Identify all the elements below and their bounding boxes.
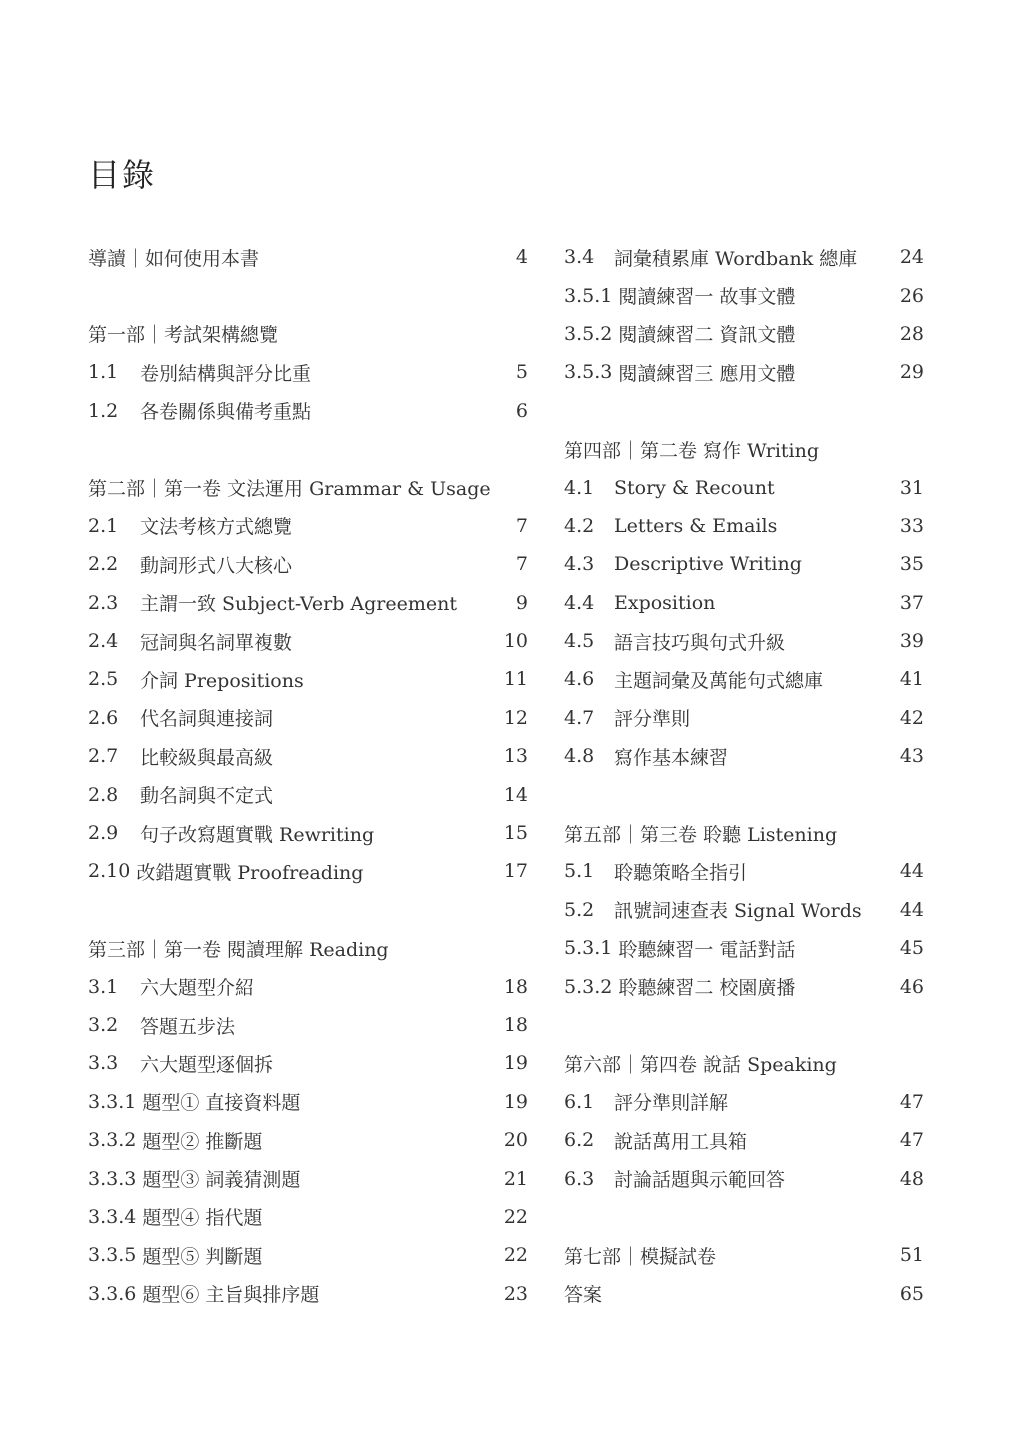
toc-entry-title: 訊號詞速查表 Signal Words	[614, 900, 862, 923]
toc-entry-number: 6.1	[564, 1090, 595, 1113]
toc-entry-number: 5.3.2	[564, 975, 613, 998]
toc-entry-number: 3.1	[88, 975, 119, 998]
toc-page-number: 47	[899, 1129, 924, 1152]
toc-page-number: 10	[503, 630, 528, 653]
toc-page-number: 29	[899, 361, 924, 384]
toc-entry-title: 題型④ 指代題	[142, 1207, 263, 1230]
toc-entry-title: 代名詞與連接詞	[140, 708, 274, 731]
toc-entry[interactable]	[88, 1083, 528, 1121]
toc-page-number: 44	[899, 860, 924, 883]
toc-entry-title: 閱讀練習三 應用文體	[618, 362, 796, 385]
toc-page-number: 4	[515, 246, 528, 269]
toc-entry-number: 3.4	[564, 246, 595, 269]
toc-entry-title: 介詞 Prepositions	[140, 669, 304, 692]
toc-entry-number: 4.3	[564, 553, 595, 576]
toc-entry-title: 冠詞與名詞單複數	[140, 631, 293, 654]
toc-page-number: 9	[515, 591, 528, 614]
toc-entry[interactable]	[564, 353, 924, 391]
toc-entry-number: 4.6	[564, 668, 595, 691]
toc-entry[interactable]	[88, 660, 528, 698]
toc-entry[interactable]	[564, 929, 924, 967]
toc-entry[interactable]	[564, 1159, 924, 1197]
toc-entry[interactable]	[88, 852, 528, 890]
toc-entry[interactable]	[88, 1275, 528, 1313]
toc-section-heading[interactable]	[564, 1275, 924, 1313]
toc-entry-title: 動名詞與不定式	[140, 785, 274, 808]
toc-entry-number: 2.9	[88, 822, 119, 845]
page-title: 目錄	[88, 156, 157, 194]
toc-entry-number: 2.3	[88, 591, 119, 614]
toc-entry-title: 導讀｜如何使用本書	[88, 247, 260, 270]
toc-section-heading[interactable]	[88, 468, 528, 506]
toc-entry[interactable]	[564, 967, 924, 1005]
toc-entry-number: 2.10	[88, 860, 131, 883]
toc-left-column	[88, 238, 528, 1313]
toc-entry[interactable]	[564, 238, 924, 276]
toc-page-number: 41	[899, 668, 924, 691]
toc-page-number: 48	[899, 1167, 924, 1190]
toc-entry-number: 4.2	[564, 514, 595, 537]
toc-page-number: 42	[899, 706, 924, 729]
toc-entry-title: 改錯題實戰 Proofreading	[136, 861, 364, 884]
toc-entry-title: 題型② 推斷題	[142, 1130, 263, 1153]
toc-entry[interactable]	[88, 1044, 528, 1082]
toc-entry-title: 聆聽策略全指引	[614, 861, 748, 884]
toc-entry-number: 2.8	[88, 783, 119, 806]
toc-spacer	[564, 1006, 924, 1044]
toc-entry-title: 六大題型逐個拆	[140, 1053, 274, 1076]
toc-page-number: 18	[503, 1014, 528, 1036]
toc-entry-title: 文法考核方式總覽	[140, 516, 293, 539]
toc-entry-title: 句子改寫題實戰 Rewriting	[140, 823, 375, 846]
toc-entry-number: 6.3	[564, 1167, 595, 1190]
toc-section-heading[interactable]	[564, 1044, 924, 1082]
toc-entry[interactable]	[564, 315, 924, 353]
toc-entry-title: 詞彙積累庫 Wordbank 總庫	[614, 247, 858, 270]
toc-entry-title: 六大題型介紹	[140, 977, 255, 1000]
toc-spacer	[564, 392, 924, 430]
toc-page-number: 35	[899, 553, 924, 576]
toc-entry-title: 聆聽練習一 電話對話	[618, 938, 796, 961]
toc-entry-title: 各卷關係與備考重點	[140, 401, 312, 424]
toc-page-number: 15	[503, 822, 528, 845]
toc-entry-title: 題型③ 詞義猜測題	[142, 1169, 301, 1192]
toc-page-number: 11	[503, 668, 528, 691]
toc-entry[interactable]	[88, 1121, 528, 1159]
toc-page-number: 6	[515, 399, 528, 422]
toc-entry-title: 閱讀練習二 資訊文體	[618, 324, 796, 347]
toc-entry-number: 3.5.2	[564, 322, 613, 345]
toc-entry-title: Exposition	[614, 591, 716, 614]
toc-page-number: 43	[899, 745, 924, 768]
toc-page-number: 65	[899, 1282, 924, 1305]
toc-entry[interactable]	[564, 699, 924, 737]
toc-entry-title: 第六部｜第四卷 說話 Speaking	[564, 1053, 837, 1076]
toc-page-number: 44	[899, 898, 924, 921]
toc-entry-number: 2.7	[88, 745, 119, 768]
toc-entry[interactable]	[88, 1006, 528, 1044]
toc-page-number: 17	[503, 860, 528, 883]
toc-entry-number: 2.4	[88, 630, 119, 653]
toc-entry[interactable]	[88, 584, 528, 622]
toc-entry-number: 4.5	[564, 630, 595, 653]
toc-page-number: 33	[899, 514, 924, 537]
toc-entry-title: 第四部｜第二卷 寫作 Writing	[564, 439, 820, 462]
toc-page-number: 7	[515, 514, 528, 537]
toc-entry-number: 3.3.4	[88, 1205, 137, 1228]
toc-page-number: 22	[503, 1244, 528, 1267]
toc-page-number: 19	[503, 1090, 528, 1113]
toc-entry-title: 卷別結構與評分比重	[140, 362, 312, 385]
toc-page-number: 28	[899, 322, 924, 345]
toc-entry-title: 語言技巧與句式升級	[614, 631, 786, 654]
toc-entry[interactable]	[88, 545, 528, 583]
toc-entry[interactable]	[564, 622, 924, 660]
toc-page-number: 21	[503, 1167, 528, 1190]
toc-entry[interactable]	[88, 1159, 528, 1197]
toc-entry-title: 第五部｜第三卷 聆聽 Listening	[564, 823, 838, 846]
toc-entry-number: 1.1	[88, 361, 119, 384]
toc-entry-title: 主題詞彙及萬能句式總庫	[614, 669, 824, 692]
toc-page-number: 51	[899, 1244, 924, 1267]
toc-section-heading[interactable]	[564, 1236, 924, 1274]
toc-entry-title: 第三部｜第一卷 閱讀理解 Reading	[88, 938, 389, 961]
toc-spacer	[88, 891, 528, 929]
toc-entry[interactable]	[564, 584, 924, 622]
toc-entry-title: 答案	[564, 1284, 603, 1307]
toc-page-number: 45	[899, 937, 924, 960]
toc-page-number: 23	[503, 1282, 528, 1305]
toc-entry[interactable]	[88, 353, 528, 391]
toc-section-heading[interactable]	[88, 315, 528, 353]
toc-page-number: 19	[503, 1052, 528, 1075]
toc-entry[interactable]	[88, 392, 528, 430]
toc-entry-title: 第七部｜模擬試卷	[564, 1245, 717, 1268]
toc-entry[interactable]	[564, 507, 924, 545]
toc-entry[interactable]	[564, 891, 924, 929]
toc-entry-title: 討論話題與示範回答	[614, 1169, 786, 1192]
toc-entry-number: 6.2	[564, 1129, 595, 1152]
toc-entry-title: 評分準則詳解	[614, 1092, 729, 1115]
toc-entry-title: Letters & Emails	[614, 514, 778, 537]
toc-entry[interactable]	[564, 468, 924, 506]
toc-entry[interactable]	[88, 507, 528, 545]
toc-spacer	[88, 276, 528, 314]
toc-entry-title: 聆聽練習二 校園廣播	[618, 977, 796, 1000]
toc-entry-title: 題型⑤ 判斷題	[142, 1245, 263, 1268]
toc-entry-title: 說話萬用工具箱	[614, 1130, 748, 1153]
toc-entry-number: 1.2	[88, 399, 119, 422]
toc-page-number: 47	[899, 1090, 924, 1113]
toc-page-number: 39	[899, 630, 924, 653]
toc-page-number: 46	[899, 975, 924, 998]
toc-entry[interactable]	[88, 967, 528, 1005]
toc-section-heading[interactable]	[564, 814, 924, 852]
toc-spacer	[564, 775, 924, 813]
toc-entry[interactable]	[88, 737, 528, 775]
toc-entry-number: 3.3.2	[88, 1129, 137, 1152]
toc-entry-number: 3.3.3	[88, 1167, 137, 1190]
toc-page-number: 14	[503, 783, 528, 806]
toc-entry-number: 3.3.1	[88, 1090, 137, 1113]
toc-entry[interactable]	[88, 699, 528, 737]
toc-entry[interactable]	[564, 852, 924, 890]
toc-entry[interactable]	[564, 276, 924, 314]
toc-entry[interactable]	[564, 545, 924, 583]
toc-entry-number: 2.5	[88, 668, 119, 691]
toc-entry[interactable]	[88, 775, 528, 813]
toc-entry-number: 3.5.1	[564, 284, 613, 307]
toc-page-number: 24	[899, 246, 924, 269]
toc-spacer	[564, 1198, 924, 1236]
toc-page-number: 12	[503, 706, 528, 729]
toc-page-number: 37	[899, 591, 924, 614]
toc-entry[interactable]	[88, 814, 528, 852]
toc-entry-title: 題型① 直接資料題	[142, 1092, 301, 1115]
toc-entry[interactable]	[88, 1236, 528, 1274]
toc-entry-number: 5.1	[564, 860, 595, 883]
toc-entry[interactable]	[88, 1198, 528, 1236]
toc-page-number: 22	[503, 1205, 528, 1228]
toc-section-heading[interactable]	[564, 430, 924, 468]
toc-entry[interactable]	[564, 1121, 924, 1159]
toc-entry-number: 3.2	[88, 1014, 119, 1036]
toc-entry-title: 比較級與最高級	[140, 746, 274, 769]
toc-page-number: 26	[899, 284, 924, 307]
toc-page-number: 31	[899, 476, 924, 499]
toc-entry-title: 動詞形式八大核心	[140, 554, 293, 577]
toc-section-heading[interactable]	[88, 238, 528, 276]
toc-entry-title: 評分準則	[614, 708, 691, 731]
toc-entry-number: 4.7	[564, 706, 595, 729]
toc-entry[interactable]	[564, 660, 924, 698]
toc-entry-title: 主謂一致 Subject-Verb Agreement	[140, 593, 457, 616]
toc-entry-number: 3.5.3	[564, 361, 613, 384]
toc-entry-number: 5.2	[564, 898, 595, 921]
toc-entry-title: 第一部｜考試架構總覽	[88, 324, 279, 347]
toc-entry-number: 4.4	[564, 591, 595, 614]
toc-page-number: 18	[503, 975, 528, 998]
toc-page-number: 7	[515, 553, 528, 576]
toc-entry-number: 2.2	[88, 553, 119, 576]
toc-entry[interactable]	[564, 737, 924, 775]
toc-entry-number: 2.6	[88, 706, 119, 729]
toc-entry-title: 閱讀練習一 故事文體	[618, 286, 796, 309]
toc-entry-number: 3.3.6	[88, 1282, 137, 1305]
toc-entry-number: 2.1	[88, 514, 119, 537]
toc-entry-number: 4.1	[564, 476, 595, 499]
toc-page-number: 13	[503, 745, 528, 768]
toc-entry-title: 第二部｜第一卷 文法運用 Grammar & Usage	[88, 478, 491, 501]
toc-entry-number: 3.3.5	[88, 1244, 137, 1267]
toc-page-number: 20	[503, 1129, 528, 1152]
toc-page-number: 5	[515, 361, 528, 384]
toc-entry-title: Story & Recount	[614, 476, 775, 499]
toc-entry[interactable]	[88, 622, 528, 660]
toc-right-column	[564, 238, 924, 1313]
toc-entry-title: 答題五步法	[140, 1015, 236, 1038]
toc-entry-title: Descriptive Writing	[614, 553, 802, 576]
toc-section-heading[interactable]	[88, 929, 528, 967]
toc-entry-number: 3.3	[88, 1052, 119, 1075]
toc-entry-title: 題型⑥ 主旨與排序題	[142, 1284, 320, 1307]
toc-spacer	[88, 430, 528, 468]
toc-entry-number: 4.8	[564, 745, 595, 768]
toc-entry-number: 5.3.1	[564, 937, 613, 960]
toc-entry-title: 寫作基本練習	[614, 746, 729, 769]
toc-entry[interactable]	[564, 1083, 924, 1121]
